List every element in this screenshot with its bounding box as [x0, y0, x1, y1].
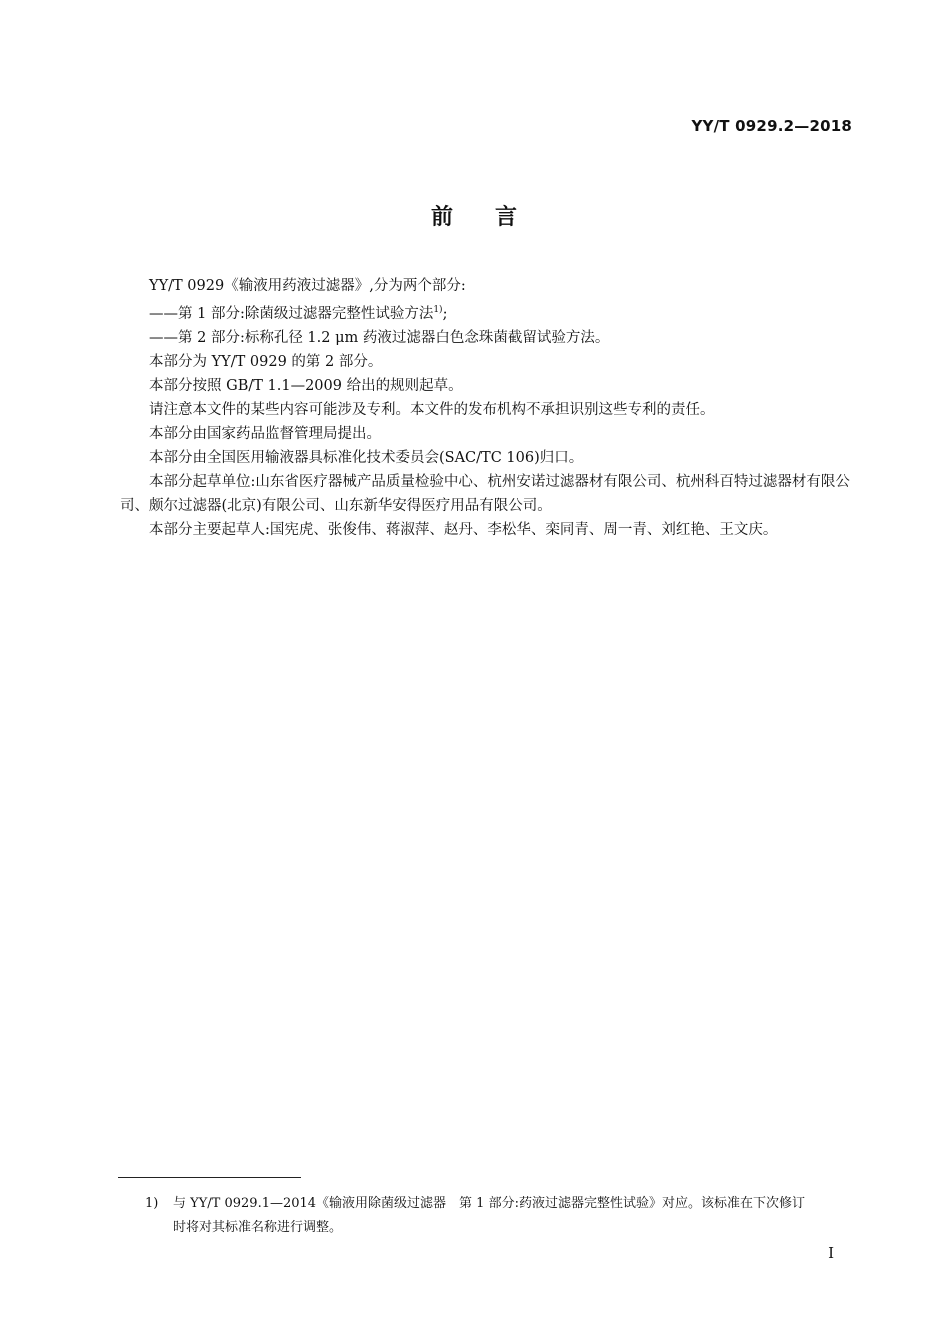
foreword-body: [120, 274, 856, 542]
list-item: ——第 2 部分:标称孔径 1.2 μm 药液过滤器白色念珠菌截留试验方法。: [149, 329, 610, 346]
drafters-paragraph: 本部分主要起草人:国宪虎、张俊伟、蒋淑萍、赵丹、李松华、栾同青、周一青、刘红艳、王文庆。: [149, 521, 778, 538]
footnote: [145, 1192, 865, 1240]
page-title: [0, 200, 950, 231]
list-item-text: ——第 1 部分:除菌级过滤器完整性试验方法: [149, 305, 434, 322]
paragraph: 本部分由全国医用输液器具标准化技术委员会(SAC/TC 106)归口。: [149, 449, 584, 466]
footnote-line-1: [145, 1192, 865, 1216]
list-item-punctuation: ;: [442, 305, 448, 322]
paragraph: YY/T 0929《输液用药液过滤器》,分为两个部分:: [149, 278, 466, 294]
document-code: YY/T 0929.2—2018: [691, 117, 852, 135]
paragraph: 本部分为 YY/T 0929 的第 2 部分。: [149, 353, 383, 370]
page-number: I: [828, 1244, 834, 1262]
drafting-units-paragraph: 本部分起草单位:山东省医疗器械产品质量检验中心、杭州安诺过滤器材有限公司、杭州科百特过滤器材有限公司、颇尔过滤器(北京)有限公司、山东新华安得医疗用品有限公司。: [120, 473, 850, 514]
paragraph: 本部分按照 GB/T 1.1—2009 给出的规则起草。: [149, 377, 463, 394]
footnote-reference: 1): [433, 305, 443, 315]
footnote-line-2: 时将对其标准名称进行调整。: [173, 1220, 343, 1235]
paragraph: 请注意本文件的某些内容可能涉及专利。本文件的发布机构不承担识别这些专利的责任。: [149, 401, 715, 418]
paragraph: 本部分由国家药品监督管理局提出。: [149, 425, 381, 442]
footnote-mark: 1): [145, 1196, 159, 1211]
footnote-text: 与 YY/T 0929.1—2014《输液用除菌级过滤器 第 1 部分:药液过滤器完整性试验》对应。该标准在下次修订: [173, 1196, 805, 1211]
footnote-separator: [118, 1177, 301, 1178]
title-char-2: 言: [495, 205, 520, 230]
list-item: [120, 298, 856, 326]
title-char-1: 前: [430, 205, 455, 230]
